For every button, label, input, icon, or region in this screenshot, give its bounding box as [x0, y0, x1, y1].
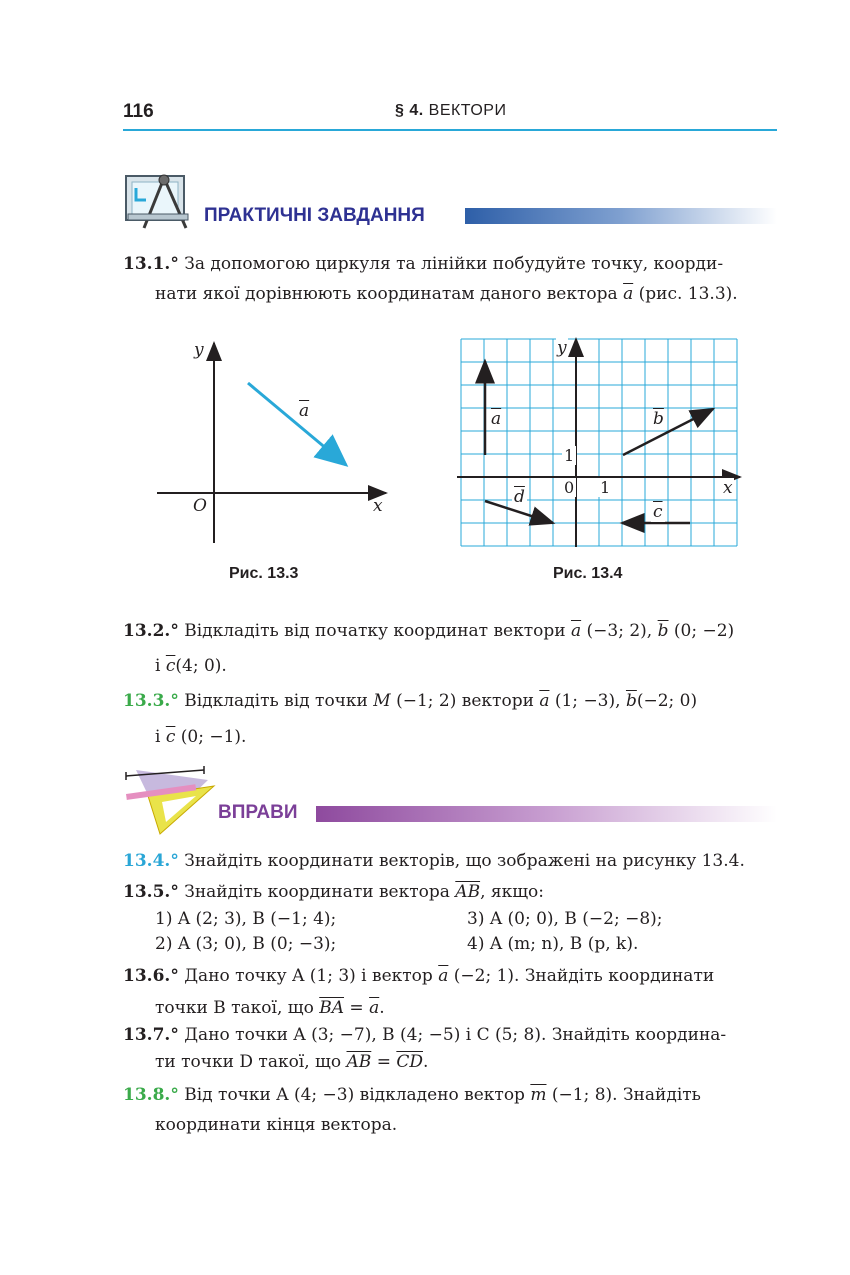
task-13-7-number: 13.7.° [123, 1025, 179, 1045]
task-13-2-line2 [155, 651, 227, 681]
task-13-2-line1 [123, 616, 783, 646]
grid [461, 339, 737, 546]
vector-b-label: $\overline{b}$ [657, 621, 669, 641]
compass-ruler-icon [124, 170, 194, 232]
header-divider [123, 129, 777, 131]
task-13-5-number: 13.5.° [123, 882, 179, 902]
task-13-2-conj: і [155, 656, 161, 676]
task-13-4 [123, 846, 783, 876]
fig134-y-label: y [557, 338, 567, 358]
task-13-5-text-end: , якщо: [480, 882, 545, 902]
vector-m-label: $\overline{m}$ [530, 1085, 547, 1105]
period: . [423, 1052, 429, 1072]
fig134-vector-b-label: $\overline{b}$ [653, 409, 664, 429]
point-m-coords: (−1; 2) [396, 691, 457, 711]
page-number: 116 [123, 101, 154, 122]
task-13-5-text: Знайдіть координати вектора [184, 882, 450, 902]
task-13-2-b-coords: (0; −2) [673, 621, 735, 641]
fig134-vector-d-label: $\overline{d}$ [514, 487, 525, 507]
exercises-title: ВПРАВИ [218, 802, 298, 823]
task-13-5-item-1: 1) A (2; 3), B (−1; 4); [155, 909, 337, 929]
fig134-vector-c-label: $\overline{c}$ [653, 502, 663, 522]
fig134-x-label: x [723, 478, 733, 498]
vector-ab-label: $\overline{AB}$ [346, 1052, 372, 1072]
task-13-5-line1 [123, 877, 783, 907]
vector-cd-label: $\overline{CD}$ [396, 1052, 423, 1072]
task-13-5-item-4: 4) A (m; n), B (p, k). [467, 934, 639, 954]
equals-sign: = [376, 1052, 391, 1072]
task-13-1-number: 13.1.° [123, 254, 179, 274]
fig133-y-label: y [194, 340, 204, 360]
task-13-7-line1 [123, 1020, 783, 1050]
section-header [395, 102, 506, 120]
task-13-4-text: Знайдіть координати векторів, що зображені на рисунку 13.4. [184, 851, 745, 871]
vector-c-label: $\overline{c}$ [165, 656, 176, 676]
period: . [379, 998, 385, 1018]
vector-a-label: $\overline{a}$ [539, 691, 550, 711]
task-13-8-line1 [123, 1080, 783, 1110]
task-13-8-line2: координати кінця вектора. [155, 1115, 398, 1135]
task-13-6-text2: (−2; 1). Знайдіть координати [453, 966, 715, 986]
figure-13-3-caption: Рис. 13.3 [229, 565, 299, 582]
practical-title-bar [465, 208, 777, 224]
task-13-1-text3: (рис. 13.3). [638, 284, 738, 304]
task-13-6-line1 [123, 961, 783, 991]
task-13-3-text: Відкладіть від точки [184, 691, 368, 711]
task-13-4-number: 13.4.° [123, 851, 179, 871]
task-13-3-c-coords: (0; −1). [180, 727, 247, 747]
task-13-5-item-2: 2) A (3; 0), B (0; −3); [155, 934, 337, 954]
vector-ab-label: $\overline{AB}$ [455, 882, 481, 902]
section-symbol: § 4. [395, 102, 424, 119]
point-m: M [373, 691, 391, 711]
vector-b-label: $\overline{b}$ [625, 691, 637, 711]
fig134-one-x-label: 1 [600, 478, 611, 497]
vector-c-label: $\overline{c}$ [165, 727, 176, 747]
task-13-6-line2 [155, 993, 385, 1023]
fig134-vector-a-label: $\overline{a}$ [491, 409, 502, 429]
task-13-7-text1: Дано точки A (3; −7), B (4; −5) і C (5; 8). Знайдіть координа- [184, 1025, 727, 1045]
exercises-title-bar [316, 806, 777, 822]
task-13-8-text2: (−1; 8). Знайдіть [551, 1085, 701, 1105]
task-13-1-line1 [123, 249, 783, 279]
task-13-3-conj: і [155, 727, 161, 747]
task-13-2-number: 13.2.° [123, 621, 179, 641]
equals-sign: = [349, 998, 364, 1018]
task-13-3-b-coords: (−2; 0) [636, 691, 698, 711]
task-13-8-text1: Від точки A (4; −3) відкладено вектор [184, 1085, 525, 1105]
vector-ba-label: $\overline{BA}$ [319, 998, 345, 1018]
practical-title: ПРАКТИЧНІ ЗАВДАННЯ [204, 205, 425, 226]
task-13-7-line2 [155, 1047, 428, 1077]
task-13-1-text1: За допомогою циркуля та лінійки побудуйте точку, коорди- [184, 254, 724, 274]
section-name: ВЕКТОРИ [428, 102, 507, 119]
fig133-origin-label: O [193, 496, 207, 516]
task-13-2-text: Відкладіть від початку координат вектори [184, 621, 566, 641]
task-13-3-a-coords: (1; −3), [554, 691, 621, 711]
fig134-one-y-label: 1 [564, 446, 575, 465]
task-13-6-number: 13.6.° [123, 966, 179, 986]
task-13-3-number: 13.3.° [123, 691, 179, 711]
vector-a [248, 383, 346, 465]
task-13-1-text2: нати якої дорівнюють координатам даного вектора [155, 284, 618, 304]
figure-13-4-caption: Рис. 13.4 [553, 565, 623, 582]
vector-a-label: $\overline{a}$ [438, 966, 449, 986]
vector-a-label: $\overline{a}$ [570, 621, 582, 641]
task-13-6-text1: Дано точку A (1; 3) і вектор [184, 966, 433, 986]
task-13-3-line1 [123, 686, 783, 716]
task-13-3-line2 [155, 722, 246, 752]
triangle-ruler-icon [122, 766, 218, 838]
figure-13-4 [455, 335, 755, 555]
task-13-3-word: вектори [461, 691, 534, 711]
task-13-2-a-coords: (−3; 2), [586, 621, 653, 641]
vector-a-label: $\overline{a}$ [369, 998, 380, 1018]
fig134-zero-label: 0 [564, 478, 575, 497]
task-13-2-c-coords: (4; 0). [175, 656, 227, 676]
task-13-7-text2: ти точки D такої, що [155, 1052, 342, 1072]
task-13-1-line2 [155, 279, 785, 309]
task-13-6-text3: точки B такої, що [155, 998, 314, 1018]
task-13-8-number: 13.8.° [123, 1085, 179, 1105]
fig133-vector-label: $\overline{a}$ [299, 401, 310, 421]
task-13-5-item-3: 3) A (0; 0), B (−2; −8); [467, 909, 663, 929]
vector-a-label: $\overline{a}$ [623, 284, 634, 304]
fig133-x-label: x [373, 496, 383, 516]
figure-13-3 [150, 335, 400, 550]
